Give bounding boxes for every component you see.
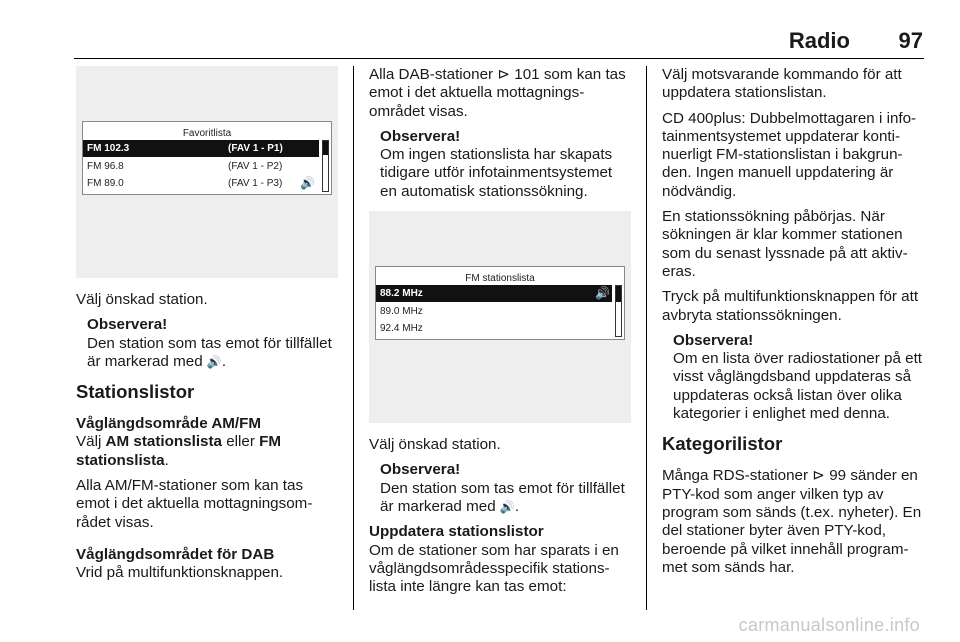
list-item: FM 102.3 (FAV 1 - P1) <box>83 140 319 157</box>
page-reference: ⊳ 99 <box>812 467 847 485</box>
fm-list-title: FM stationslista <box>465 273 535 285</box>
scroll-thumb <box>616 286 621 302</box>
list-item: FM 89.0 (FAV 1 - P3) 🔊 <box>87 176 315 190</box>
paragraph: Alla AM/FM-stationer som kan tas emot i det aktuella mottagningsom-rådet visas. <box>76 477 313 531</box>
watermark: carmanualsonline.info <box>738 615 920 635</box>
column-divider <box>646 66 647 610</box>
subheading: Våglängdsområde AM/FM <box>76 415 262 433</box>
header-rule <box>74 58 924 59</box>
note: Observera! Den station som tas emot för tillfället är markerad med 🔊. <box>380 461 625 515</box>
paragraph: Välj önskad station. <box>369 436 501 454</box>
list-item: 88.2 MHz 🔊 <box>376 285 612 302</box>
favorites-title: Favoritlista <box>182 128 232 139</box>
paragraph: Välj motsvarande kommando för att uppdatera stationslistan. <box>662 66 902 102</box>
paragraph: Välj AM stationslista eller FM stationslista. <box>76 433 282 469</box>
column-divider <box>353 66 354 610</box>
fm-list-screenshot <box>369 211 631 423</box>
page-reference: ⊳ 101 <box>497 66 540 83</box>
paragraph: Om de stationer som har sparats i en våglängdsområdesspecifik stations-lista inte längre kan tas emot: <box>369 541 619 596</box>
page-header <box>0 0 960 60</box>
paragraph: Alla DAB-stationer ⊳ 101 som kan tas emot i det aktuella mottagnings-området visas. <box>369 66 626 120</box>
section-heading: Kategorilistor <box>662 433 783 455</box>
speaker-icon: 🔊 <box>499 499 515 514</box>
subheading: Våglängdsområdet för DAB <box>76 545 275 563</box>
speaker-icon: 🔊 <box>206 354 222 369</box>
column-2 <box>369 66 633 603</box>
column-1 <box>76 66 340 590</box>
list-item: 92.4 MHz <box>380 323 423 335</box>
speaker-icon: 🔊 <box>300 176 315 190</box>
scrollbar <box>615 285 622 337</box>
list-item: 89.0 MHz <box>380 306 423 318</box>
section-heading: Stationslistor <box>76 381 195 403</box>
paragraph: En stationssökning påbörjas. När sökningen är klar kommer stationen som du senast lyssnade på att aktiv-eras. <box>662 208 908 280</box>
page-number: 97 <box>898 28 923 53</box>
paragraph: Vrid på multifunktionsknappen. <box>76 564 284 582</box>
scroll-thumb <box>323 141 328 155</box>
speaker-icon: 🔊 <box>595 286 610 301</box>
fm-list-screen <box>375 266 625 340</box>
paragraph: Många RDS-stationer ⊳ 99 sänder en PTY-kod som anger vilken typ av program som sänds (t.ex. nyheter). En del stationer byter även PTY-kod, beroende på vilket innehåll program-met som sänds har. <box>662 467 922 576</box>
scrollbar <box>322 140 329 192</box>
note: Observera! Om ingen stationslista har skapats tidigare utför infotainmentsystemet en automatisk stationssökning. <box>380 127 613 200</box>
favorites-screenshot <box>76 66 338 278</box>
favorites-screen <box>82 121 332 195</box>
column-3 <box>662 66 926 584</box>
page-title: Radio <box>788 28 850 53</box>
note: Observera! Den station som tas emot för tillfället är markerad med 🔊. <box>87 316 332 370</box>
paragraph: Tryck på multifunktionsknappen för att avbryta stationssökningen. <box>662 288 919 324</box>
note: Observera! Om en lista över radiostationer på ett visst våglängdsband uppdateras så uppdateras också listan över olika kategorier i enlighet med denna. <box>673 331 923 423</box>
list-item: FM 96.8 (FAV 1 - P2) <box>87 161 283 172</box>
paragraph: CD 400plus: Dubbelmottagaren i info-tainmentsystemet uppdaterar konti-nuerligt FM-stationslistan i bakgrun-den. Ingen manuell uppdatering är nödvändig. <box>662 109 917 200</box>
paragraph: Välj önskad station. <box>76 291 208 308</box>
subheading: Uppdatera stationslistor <box>369 523 544 541</box>
